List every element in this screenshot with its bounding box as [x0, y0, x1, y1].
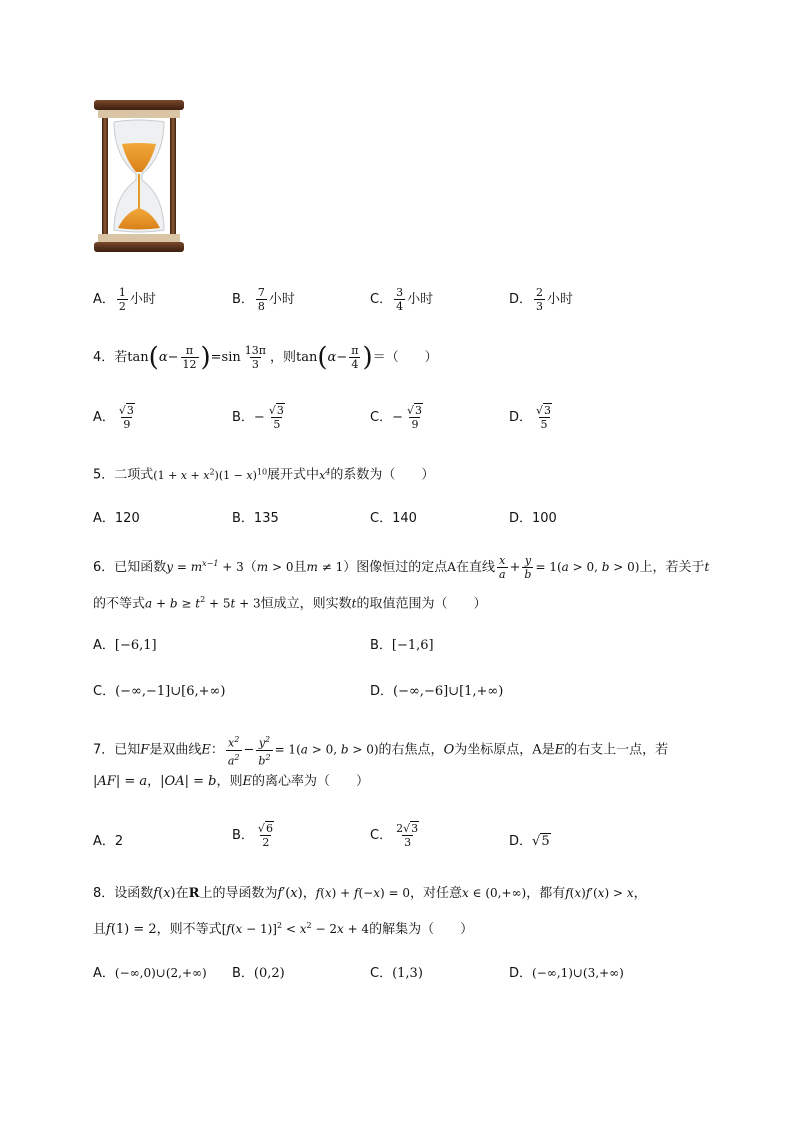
hourglass-image	[92, 96, 186, 256]
q8-option-c[interactable]: C．(1,3)	[370, 966, 423, 981]
q7-option-c[interactable]: C． $\frac{2√3}{3}$	[370, 822, 419, 849]
q6-stem-line1: 6．已知函数$y = m^{x-1} + 3(m > 0$且m ≠ 1）图像恒过的定点A在直线 $\frac{x}{a}$ + $\frac{y}{b}$ = 1(a > 0, b > 0)上，若关于t	[93, 554, 710, 581]
q5-stem: 5．二项式$(1 + x + x^2)(1 - x)^{10}$展开式中$x^4$的系数为（ ）	[93, 467, 435, 483]
q5-option-d[interactable]: D．100	[509, 511, 557, 526]
q3-option-b[interactable]: B． $\frac{7}{8}$ 小时	[232, 286, 295, 313]
q8-option-b[interactable]: B．(0,2)	[232, 966, 285, 981]
q4-option-d[interactable]: D． $\frac{√3}{5}$	[509, 404, 552, 431]
q3-option-a[interactable]: A． $\frac{1}{2}$ 小时	[93, 286, 156, 313]
q4-option-b[interactable]: B．− $\frac{√3}{5}$	[232, 404, 284, 431]
q7-option-d[interactable]: D．√5	[509, 834, 550, 849]
q4-option-c[interactable]: C．− $\frac{√3}{9}$	[370, 404, 422, 431]
q6-option-a[interactable]: A．[−6,1]	[93, 638, 157, 653]
q8-stem-line2: 且f(1) = 2，则不等式$[f(x - 1)]^2 < x^2 - 2x + 4$的解集为（ ）	[93, 921, 474, 937]
q8-option-d[interactable]: D．(−∞,1)∪(3,+∞)	[509, 966, 624, 981]
q6-option-d[interactable]: D．(−∞,−6]∪[1,+∞)	[370, 684, 504, 699]
q6-option-b[interactable]: B．[−1,6]	[370, 638, 434, 653]
q5-option-b[interactable]: B．135	[232, 511, 279, 526]
q6-option-c[interactable]: C．(−∞,−1]∪[6,+∞)	[93, 684, 226, 699]
q7-option-a[interactable]: A．2	[93, 834, 124, 849]
q5-option-a[interactable]: A．120	[93, 511, 140, 526]
q3-option-d[interactable]: D． $\frac{2}{3}$ 小时	[509, 286, 574, 313]
q8-stem-line1: 8．设函数f(x)在R上的导函数为f′(x)，f(x) + f(−x) = 0，对任意x ∈ (0,+∞)，都有f(x)f′(x) > x，	[93, 886, 647, 901]
q7-stem-line2: |AF| = a，|OA| = b，则E的离心率为（ ）	[93, 774, 369, 789]
hourglass-icon	[92, 96, 186, 256]
q8-option-a[interactable]: A．(−∞,0)∪(2,+∞)	[93, 966, 207, 981]
q7-option-b[interactable]: B． $\frac{√6}{2}$	[232, 822, 273, 849]
q4-option-a[interactable]: A． $\frac{√3}{9}$	[93, 404, 134, 431]
q7-stem-line1: 7．已知F是双曲线E： $\frac{x^2}{a^2}$ − $\frac{y^2}{b^2}$ = 1(a > 0, b > 0)的右焦点，O为坐标原点，A是E的右支上一点，若	[93, 735, 669, 768]
q4-stem: 4．若tan(α− $\frac{\pi}{12}$ )=sin $\frac{13\pi}{3}$ ，则tan(α− $\frac{\pi}{4}$ )＝（ ）	[93, 342, 438, 373]
q5-option-c[interactable]: C．140	[370, 511, 417, 526]
q3-option-c[interactable]: C． $\frac{3}{4}$ 小时	[370, 286, 434, 313]
q6-stem-line2: 的不等式$a + b \ge t^2 + 5t + 3$恒成立，则实数t的取值范围为（ ）	[93, 595, 487, 612]
